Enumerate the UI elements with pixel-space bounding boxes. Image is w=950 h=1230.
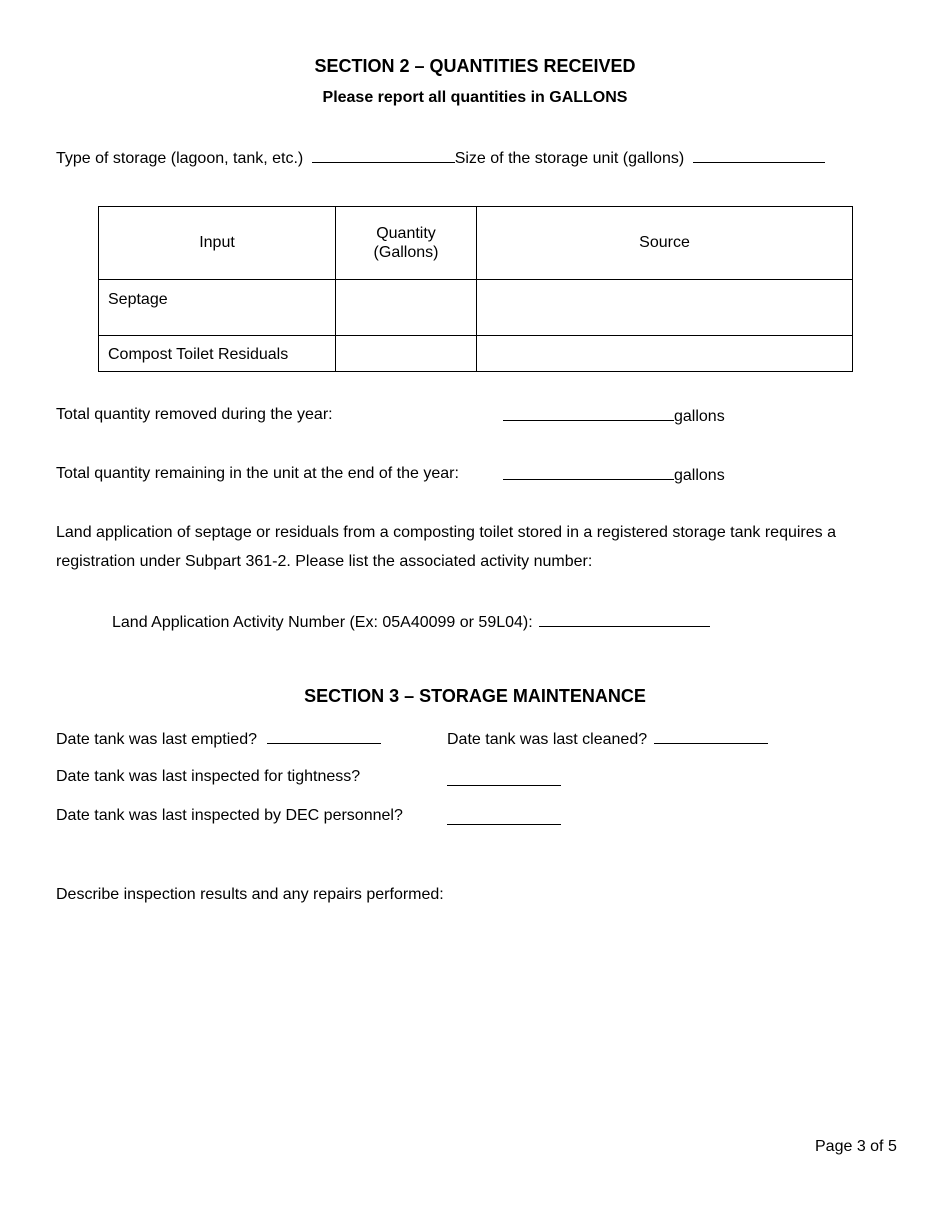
activity-number-label: Land Application Activity Number (Ex: 05A40099 or 59L04):	[112, 614, 533, 631]
activity-number-line	[112, 612, 710, 632]
page-number: Page 3 of 5	[815, 1138, 897, 1155]
last-cleaned-field[interactable]	[654, 729, 768, 744]
last-emptied-label: Date tank was last emptied?	[56, 731, 257, 748]
table-row	[99, 336, 853, 372]
land-application-text-line2: registration under Subpart 361-2. Please list the associated activity number:	[56, 553, 593, 570]
row-septage-input	[99, 280, 336, 336]
quantities-table	[98, 206, 853, 372]
storage-line	[56, 148, 825, 168]
last-emptied-field[interactable]	[267, 729, 381, 744]
last-cleaned-line	[447, 729, 768, 749]
last-emptied-line	[56, 729, 381, 749]
last-dec-field[interactable]	[447, 810, 561, 825]
total-removed-field[interactable]	[503, 406, 674, 421]
cell-input-label: Septage	[108, 291, 168, 308]
cell-quantity-value[interactable]	[336, 336, 476, 347]
cell-quantity-value[interactable]	[336, 280, 476, 291]
header-source: Source	[477, 207, 853, 280]
total-remaining-label: Total quantity remaining in the unit at the end of the year:	[56, 465, 459, 482]
storage-type-label: Type of storage (lagoon, tank, etc.)	[56, 150, 304, 167]
cell-source-value[interactable]	[477, 280, 852, 291]
describe-label: Describe inspection results and any repairs performed:	[56, 886, 444, 903]
section2-title: SECTION 2 – QUANTITIES RECEIVED	[314, 56, 636, 76]
last-cleaned-label: Date tank was last cleaned?	[447, 731, 648, 748]
land-application-text-line1: Land application of septage or residuals from a composting toilet stored in a registered storage tank requires a	[56, 524, 836, 541]
storage-size-label: Size of the storage unit (gallons)	[454, 150, 685, 167]
total-removed-label: Total quantity removed during the year:	[56, 406, 333, 423]
table-header-row	[99, 207, 853, 280]
header-input: Input	[99, 207, 336, 280]
storage-type-field[interactable]	[312, 148, 455, 163]
row-septage-source[interactable]	[477, 280, 853, 336]
total-remaining-field[interactable]	[503, 465, 674, 480]
header-quantity	[336, 207, 477, 280]
section3-title: SECTION 3 – STORAGE MAINTENANCE	[304, 686, 646, 706]
total-remaining-line	[503, 465, 725, 485]
cell-input-label: Compost Toilet Residuals	[108, 346, 289, 363]
section2-subtitle: Please report all quantities in GALLONS	[322, 89, 628, 106]
last-tightness-label: Date tank was last inspected for tightness?	[56, 768, 361, 785]
row-compost-input	[99, 336, 336, 372]
row-compost-source[interactable]	[477, 336, 853, 372]
header-quantity-line1: Quantity	[376, 225, 436, 242]
describe-area[interactable]	[56, 912, 896, 1092]
row-septage-quantity[interactable]	[336, 280, 477, 336]
last-tightness-field[interactable]	[447, 771, 561, 786]
storage-size-field[interactable]	[693, 148, 825, 163]
last-dec-label: Date tank was last inspected by DEC personnel?	[56, 807, 403, 824]
total-removed-line	[503, 406, 725, 426]
gallons-unit: gallons	[674, 467, 725, 484]
table-row	[99, 280, 853, 336]
cell-source-value[interactable]	[477, 336, 852, 347]
header-quantity-line2: (Gallons)	[373, 244, 439, 261]
gallons-unit: gallons	[674, 408, 725, 425]
row-compost-quantity[interactable]	[336, 336, 477, 372]
activity-number-field[interactable]	[539, 612, 710, 627]
